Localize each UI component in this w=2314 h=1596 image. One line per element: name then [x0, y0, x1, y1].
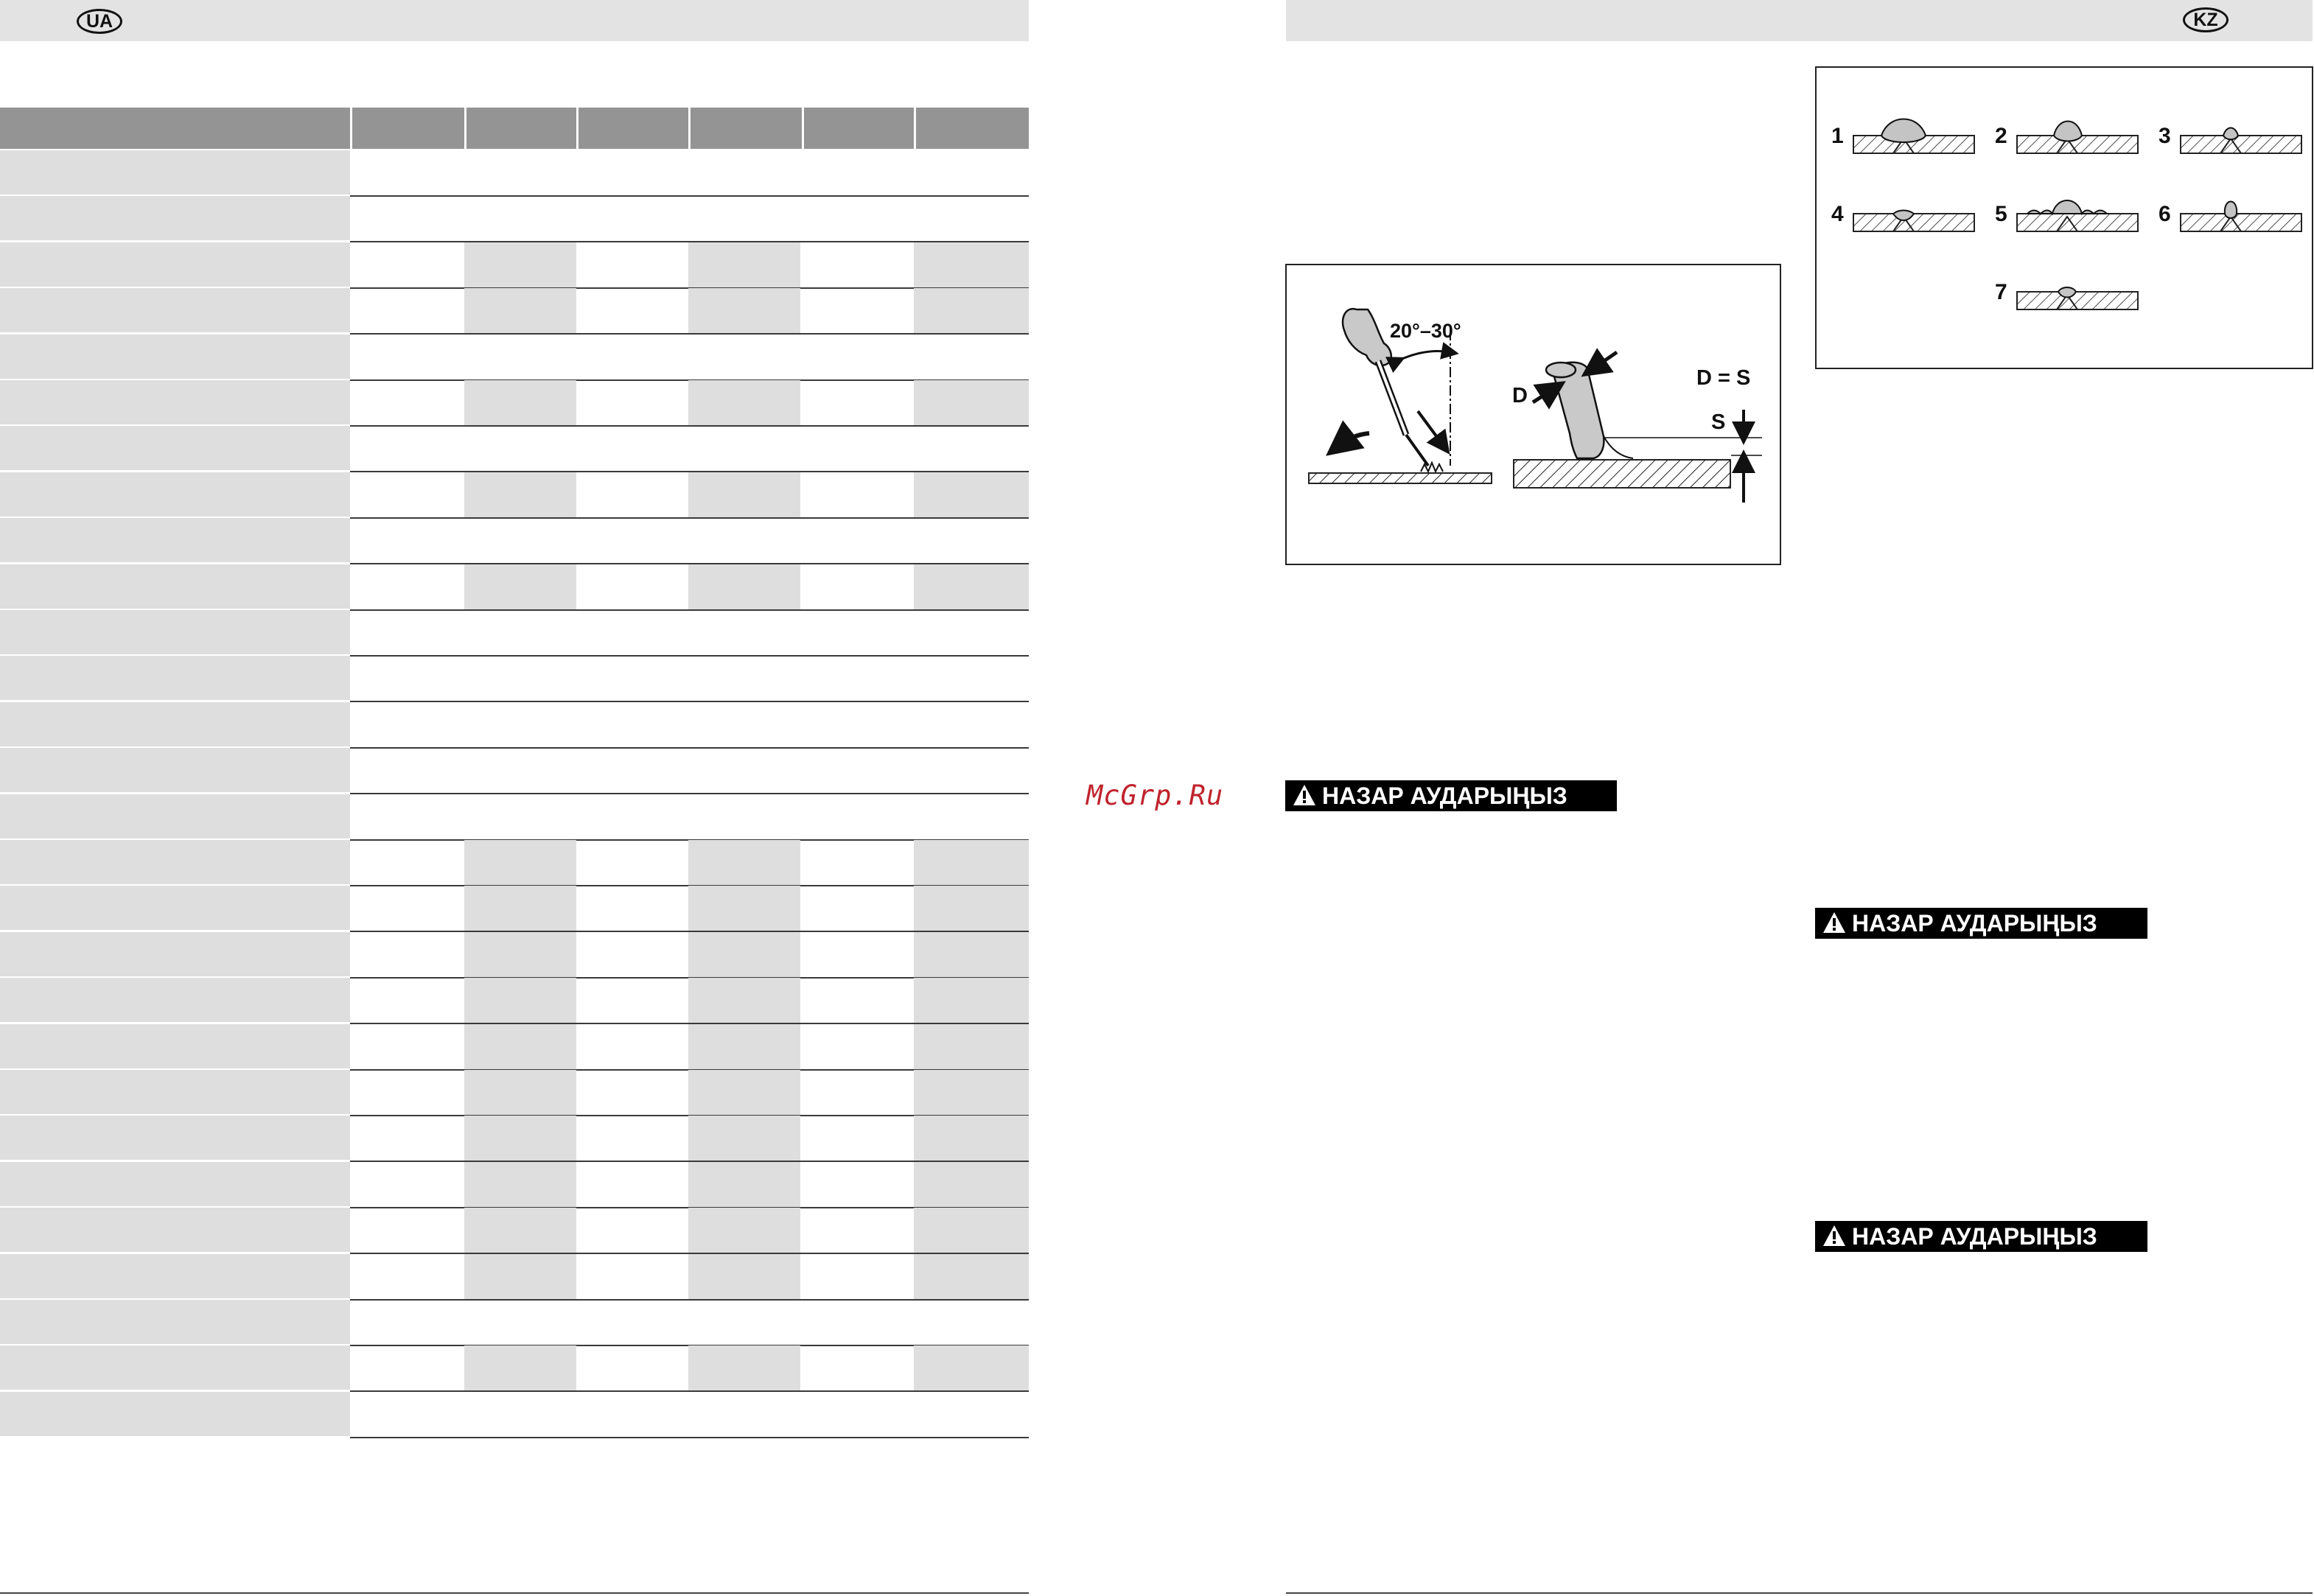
shaded-cell [688, 472, 800, 517]
hand-icon [1343, 309, 1391, 365]
table-row [0, 196, 1029, 242]
shaded-cell [464, 978, 576, 1023]
row-label-cell [0, 1208, 350, 1252]
shaded-cell [464, 472, 576, 517]
weld-profile-6 [2159, 202, 2301, 232]
shaded-cell [464, 1162, 576, 1207]
warning-label-1: НАЗАР АУДАРЫҢЫЗ [1285, 780, 1617, 811]
shaded-cell [688, 1162, 800, 1207]
table-row [0, 335, 1029, 381]
row-label-cell [0, 840, 350, 884]
row-label-cell [0, 978, 350, 1022]
plate-left [1309, 473, 1492, 483]
table-row [0, 380, 1029, 427]
table-row [0, 150, 1029, 197]
footer-line-right [1286, 1592, 2313, 1594]
weld-bead-icon [2223, 128, 2238, 140]
weld-profile-number: 2 [1995, 124, 2007, 148]
table-row [0, 1208, 1029, 1254]
shaded-cell [464, 1024, 576, 1069]
weld-profile-2 [1995, 122, 2138, 154]
angle-label: 20°–30° [1390, 320, 1461, 342]
row-label-cell [0, 518, 350, 562]
shaded-cell [688, 564, 800, 609]
row-label-cell [0, 288, 350, 332]
weld-profile-number: 3 [2159, 124, 2171, 148]
shaded-cell [914, 472, 1029, 517]
shaded-cell [914, 1345, 1029, 1390]
electrode-diagram [1287, 265, 1780, 564]
weld-profile-number: 7 [1995, 280, 2007, 304]
row-label-cell [0, 1345, 350, 1390]
table-row [0, 472, 1029, 519]
row-divider [350, 1437, 1029, 1438]
shaded-cell [464, 380, 576, 425]
shaded-cell [914, 840, 1029, 885]
table-row [0, 886, 1029, 932]
row-label-cell [0, 564, 350, 609]
shaded-cell [914, 886, 1029, 931]
warning-triangle-icon [1293, 784, 1316, 806]
weld-profiles-diagram [1817, 68, 2312, 368]
shaded-cell [914, 1024, 1029, 1069]
shaded-cell [688, 242, 800, 287]
row-label-cell [0, 702, 350, 746]
row-label-cell [0, 150, 350, 195]
table-row [0, 1162, 1029, 1208]
shaded-cell [688, 1116, 800, 1161]
table-row [0, 932, 1029, 979]
shaded-cell [688, 380, 800, 425]
warning-label-3: НАЗАР АУДАРЫҢЫЗ [1815, 1221, 2147, 1252]
weld-bead-icon [2027, 200, 2107, 214]
shaded-cell [914, 564, 1029, 609]
shaded-cell [688, 932, 800, 977]
weld-profile-number: 1 [1831, 124, 1844, 148]
weld-bead-icon [2054, 122, 2082, 141]
table-header [0, 108, 1029, 149]
row-label-cell [0, 1392, 350, 1436]
weld-profile-5 [1995, 200, 2138, 231]
table-row [0, 610, 1029, 657]
table-row [0, 656, 1029, 702]
warning-triangle-icon [1822, 911, 1846, 934]
table-row [0, 564, 1029, 611]
thickness-label: S [1711, 410, 1726, 434]
shaded-cell [688, 886, 800, 931]
row-label-cell [0, 242, 350, 287]
table-row [0, 840, 1029, 886]
shaded-cell [464, 242, 576, 287]
table-row [0, 1024, 1029, 1071]
table-row [0, 518, 1029, 564]
shaded-cell [464, 564, 576, 609]
weld-profile-3 [2159, 124, 2301, 153]
row-label-cell [0, 1300, 350, 1344]
row-label-cell [0, 932, 350, 976]
table-row [0, 1345, 1029, 1392]
shaded-cell [688, 1024, 800, 1069]
shaded-cell [914, 380, 1029, 425]
shaded-cell [464, 886, 576, 931]
table-row [0, 702, 1029, 749]
row-label-cell [0, 1070, 350, 1114]
row-label-cell [0, 426, 350, 470]
row-label-cell [0, 886, 350, 930]
table-row [0, 794, 1029, 841]
table-row [0, 1392, 1029, 1438]
shaded-cell [688, 840, 800, 885]
shaded-cell [914, 978, 1029, 1023]
row-label-cell [0, 794, 350, 839]
weld-profile-number: 4 [1831, 202, 1844, 226]
table-row [0, 1300, 1029, 1346]
shaded-cell [464, 1070, 576, 1115]
shaded-cell [914, 242, 1029, 287]
shaded-cell [914, 1254, 1029, 1299]
table-row [0, 426, 1029, 472]
shaded-cell [464, 1116, 576, 1161]
row-label-cell [0, 610, 350, 654]
shaded-cell [688, 1254, 800, 1299]
shaded-cell [464, 840, 576, 885]
weld-bead-icon [2225, 202, 2237, 219]
shaded-cell [688, 1208, 800, 1253]
row-label-cell [0, 472, 350, 517]
warning-triangle-icon [1822, 1225, 1846, 1247]
weld-profile-1 [1831, 119, 1974, 154]
weld-bead-icon [2058, 287, 2076, 298]
shaded-cell [688, 1345, 800, 1390]
row-label-cell [0, 1116, 350, 1160]
table-row [0, 1070, 1029, 1116]
header-bar-left [0, 0, 1029, 41]
plate-right [1514, 460, 1730, 488]
row-label-cell [0, 1162, 350, 1206]
diameter-label: D [1512, 384, 1528, 407]
shaded-cell [464, 288, 576, 333]
table-row [0, 1116, 1029, 1162]
table-row [0, 242, 1029, 289]
lang-badge-ua: UA [77, 9, 122, 34]
shaded-cell [914, 1070, 1029, 1115]
relation-label: D = S [1696, 366, 1751, 390]
row-label-cell [0, 335, 350, 379]
watermark: McGrp.Ru [1086, 780, 1224, 811]
weld-profile-number: 6 [2159, 202, 2171, 226]
shaded-cell [914, 932, 1029, 977]
weld-profile-number: 5 [1995, 202, 2007, 226]
shaded-cell [464, 932, 576, 977]
table-row [0, 978, 1029, 1024]
shaded-cell [914, 1208, 1029, 1253]
table-row [0, 1254, 1029, 1301]
electrode-figure [1285, 264, 1781, 565]
shaded-cell [914, 288, 1029, 333]
row-label-cell [0, 196, 350, 240]
weld-profile-7 [1995, 280, 2138, 309]
lang-badge-kz: KZ [2183, 7, 2229, 32]
row-label-cell [0, 656, 350, 700]
shaded-cell [464, 1345, 576, 1390]
shaded-cell [464, 1254, 576, 1299]
shaded-cell [688, 978, 800, 1023]
table-row [0, 748, 1029, 794]
weld-profiles-figure [1815, 66, 2313, 369]
row-label-cell [0, 1254, 350, 1298]
weld-bead-icon [1881, 119, 1926, 143]
shaded-cell [464, 1208, 576, 1253]
footer-line-left [0, 1592, 1029, 1594]
header-bar-right [1286, 0, 2313, 41]
shaded-cell [688, 1070, 800, 1115]
row-label-cell [0, 1024, 350, 1068]
row-label-cell [0, 748, 350, 792]
warning-label-2: НАЗАР АУДАРЫҢЫЗ [1815, 908, 2147, 939]
shaded-cell [914, 1162, 1029, 1207]
shaded-cell [688, 288, 800, 333]
weld-profile-4 [1831, 202, 1974, 231]
table-row [0, 288, 1029, 335]
row-label-cell [0, 380, 350, 424]
shaded-cell [914, 1116, 1029, 1161]
